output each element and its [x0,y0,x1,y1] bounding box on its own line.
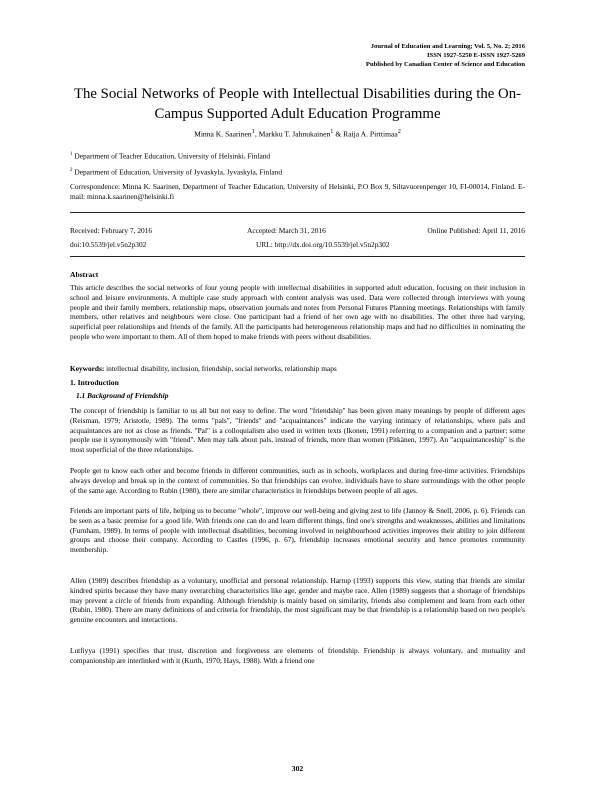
online-date: Online Published: April 11, 2016 [427,226,525,235]
affiliation-text: Department of Education, University of Jyvaskyla, Jyvaskyla, Finland [74,167,283,177]
journal-header [366,42,525,69]
correspondence: Correspondence: Minna K. Saarinen, Department of Teacher Education, University of Helsinki, P.O Box 9, Siltavuorenpenger 10, FI-00014, Finland. E-mail: minna.k.saarinen@helsinki.fi [70,182,525,201]
divider [70,256,525,257]
keywords-text: intellectual disability, inclusion, friendship, social networks, relationship maps [104,364,337,373]
affiliation-mark: 1 [70,152,73,157]
abstract-heading: Abstract [70,270,99,279]
journal-header-line3: Published by Canadian Center of Science and Education [365,61,525,68]
abstract-text: This article describes the social networks of four young people with intellectual disabilities in supported adult education, focusing on their inclusion in school and leisure environments. A multiple case study approach with content analysis was used. Data were collected through interviews with young people and their family members, relationship maps, observation journals and notes from Personal Futures Planning meetings. Relationships with family members, other relatives and neighbours were close. One participant had a friend of her own age with no disabilities. The other three had varying, superficial peer relationships and friends of the family. All the participants had heterogeneous relationship maps and had no difficulties in nominating the people who were important to them. All of them hoped to make friends with peers without disabilities. [70,283,525,341]
author-name: Raija A. Pirttimaa [343,129,398,139]
author-affiliation-mark: 1 [330,128,334,135]
author-name: Markku T. Jahnukainen [258,129,331,139]
paragraph: Allen (1989) describes friendship as a voluntary, unofficial and personal relationship. Hartup (1993) supports this view, stating that friends are similar kindred spirits because they have many overarching characteristics like age, gender and maybe race. Allen (1989) suggests that a shortage of friendships may prevent a circle of friends from expanding. Although friendship is mainly based on similarity, friends also complement and learn from each other (Rubin, 1980). There are many definitions of and criteria for friendship, the most significant may be that friendship is a relationship based on two people's genuine encounters and interactions. [70,576,525,625]
keywords [70,364,525,374]
divider [70,212,525,213]
paragraph: The concept of friendship is familiar to us all but not easy to define. The word "friendship" has been given many meanings by people of different ages (Reisman, 1979; Aristotle, 1989). The terms "pals", "friends" and "acquaintances" indicate the varying intimacy of relationships, where pals and acquaintances are not as close as friends. "Pal" is a colloquialism also used in written texts (Ikonen, 1991) referring to a companion and a partner; some people use it synonymously with "friend". Men may talk about pals, instead of friends, more than women (Pitkänen, 1997). An "acquaintanceship" is the most superficial of the three relationships. [70,406,525,455]
subsection-heading: 1.1 Background of Friendship [76,391,169,400]
page-number: 302 [291,764,304,773]
article-title: The Social Networks of People with Intellectual Disabilities during the On-Campus Supported Adult Education Programme [73,86,522,122]
author-list [60,128,535,139]
paragraph: People get to know each other and become friends in different communities, such as in schools, workplaces and during free-time activities. Friendships always develop and break up in the context of communities. So that friendships can evolve, individuals have to share surroundings with the other people of the same age. According to Rubin (1980), there are similar characteristics in friendships between people of all ages. [70,466,525,495]
paragraph: Lutfiyya (1991) specifies that trust, discretion and forgiveness are elements of friendship. Friendship is always voluntary, and mutuality and companionship are interlinked with it (Kurth, 1970; Hays, 1988). With a friend one [70,646,525,665]
keywords-label: Keywords: [70,364,105,373]
affiliation [70,166,525,177]
affiliation [70,150,525,161]
accepted-date: Accepted: March 31, 2016 [247,226,326,235]
author-name: Minna K. Saarinen [194,129,252,139]
article-url[interactable]: URL: http://dx.doi.org/10.5539/jel.v5n2p302 [256,240,390,249]
author-separator: , [254,129,259,139]
affiliation-text: Department of Teacher Education, University of Helsinki, Finland [74,151,271,161]
section-heading: 1. Introduction [70,378,119,387]
journal-header-line2: ISSN 1927-5250 E-ISSN 1927-5269 [426,52,525,59]
author-separator: & [333,129,344,139]
received-date: Received: February 7, 2016 [70,226,153,235]
journal-header-line1: Journal of Education and Learning; Vol. 5, No. 2; 2016 [370,43,525,50]
doi: doi:10.5539/jel.v5n2p302 [70,240,147,249]
author-affiliation-mark: 1 [251,128,255,135]
author-affiliation-mark: 2 [397,128,401,135]
paragraph: Friends are important parts of life, helping us to become "whole", improve our well-being and giving zest to life (Jannoy & Snell, 2006, p. 6). Friends can be seen as a basic premise for a good life. With friends one can do and learn different things, find one's strengths and weaknesses, abilities and limitations (Furnham, 1989). In terms of people with intellectual disabilities, becoming involved in neighbourhood activities improves their ability to join different groups and choose their company. According to Castles (1996, p. 67), friendship increases emotional security and hence promotes community membership. [70,506,525,555]
affiliation-mark: 2 [70,168,73,173]
